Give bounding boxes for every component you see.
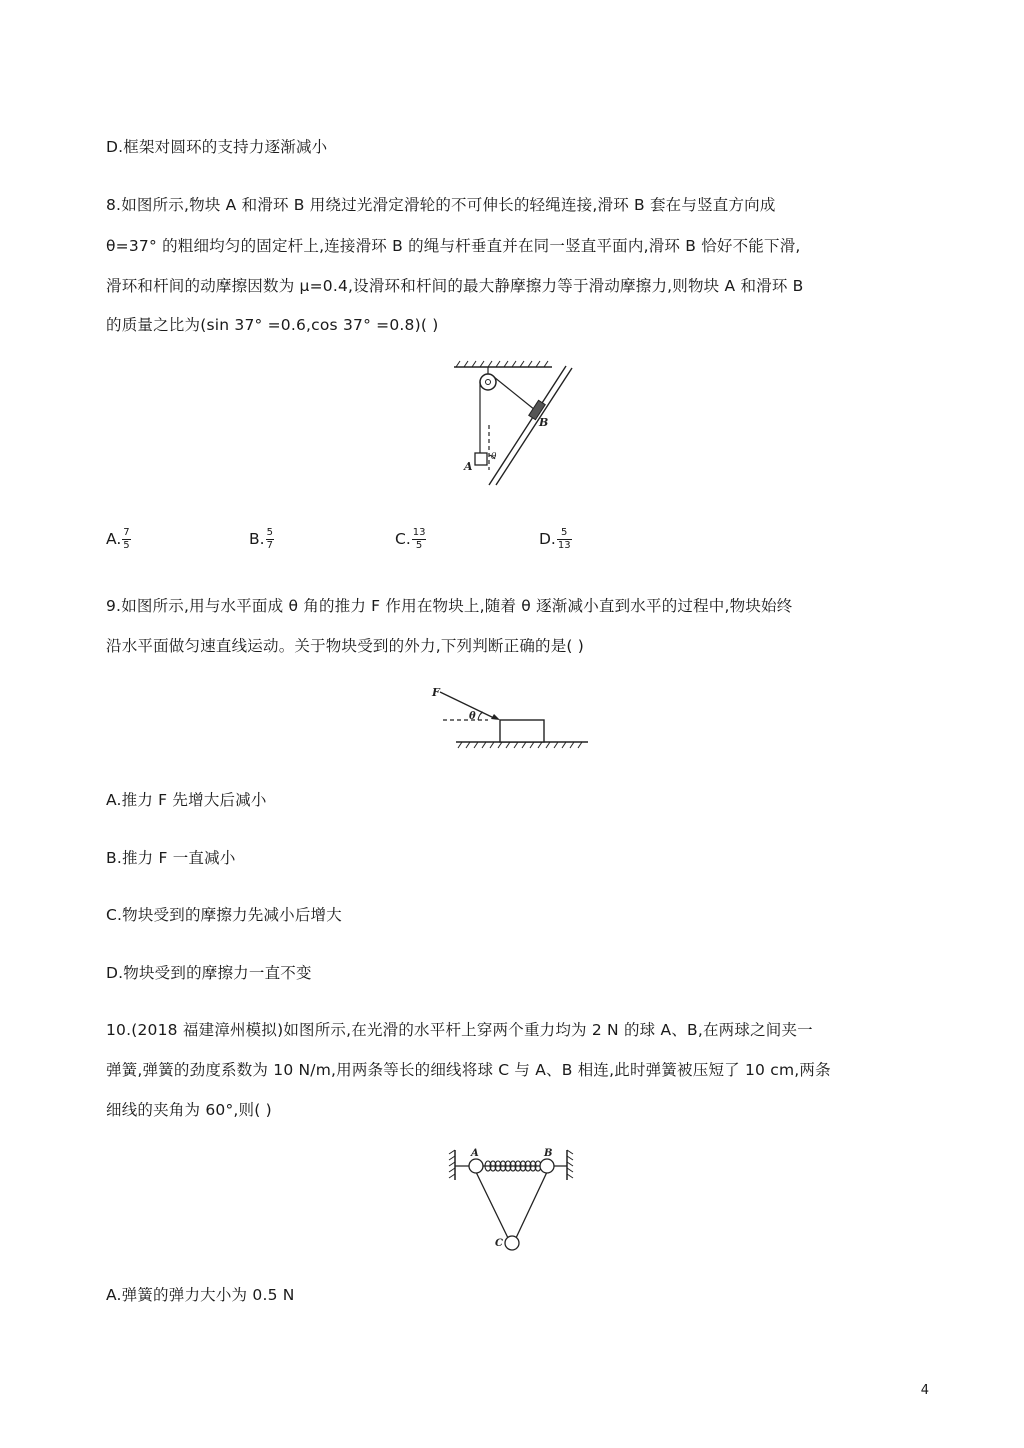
q8-text-line-4: 的质量之比为(sin 37° =0.6,cos 37° =0.8)( ) (106, 316, 439, 334)
q8-option-b-letter: B. (249, 530, 265, 548)
q8-label-b: B (539, 416, 549, 429)
q9-option-a: A.推力 F 先增大后减小 (106, 791, 267, 809)
q8-option-c-letter: C. (395, 530, 411, 548)
q9-label-theta: θ (469, 711, 476, 722)
q8-option-a-fraction: $\frac{7}{5}$ (123, 527, 130, 551)
q8-option-d (539, 527, 572, 552)
q10-text-line-2: 弹簧,弹簧的劲度系数为 10 N/m,用两条等长的细线将球 C 与 A、B 相连,此时弹簧被压短了 10 cm,两条 (106, 1061, 831, 1079)
q10-label-c: C (495, 1238, 503, 1249)
q8-option-b (249, 527, 274, 552)
q8-text-line-3: 滑环和杆间的动摩擦因数为 μ=0.4,设滑环和杆间的最大静摩擦力等于滑动摩擦力,则物块 A 和滑环 B (106, 277, 804, 295)
q8-option-d-fraction: $\frac{5}{13}$ (557, 527, 571, 551)
q9-option-c: C.物块受到的摩擦力先减小后增大 (106, 906, 342, 924)
q9-text-line-2: 沿水平面做匀速直线运动。关于物块受到的外力,下列判断正确的是( ) (106, 637, 585, 655)
q8-option-a-letter: A. (106, 530, 122, 548)
q8-text-line-1: 8.如图所示,物块 A 和滑环 B 用绕过光滑定滑轮的不可伸长的轻绳连接,滑环 B 套在与竖直方向成 (106, 196, 776, 214)
q9-figure-push-force (428, 682, 593, 752)
q8-text-line-2: θ=37° 的粗细均匀的固定杆上,连接滑环 B 的绳与杆垂直并在同一竖直平面内,滑环 B 恰好不能下滑, (106, 237, 801, 255)
q8-label-theta: θ (491, 452, 497, 462)
q8-label-a: A (464, 460, 473, 473)
q8-option-c (395, 527, 426, 552)
q9-option-d: D.物块受到的摩擦力一直不变 (106, 964, 312, 982)
page-number: 4 (920, 1383, 929, 1398)
q8-option-d-letter: D. (539, 530, 556, 548)
q9-label-f: F (432, 686, 440, 699)
q9-option-b: B.推力 F 一直减小 (106, 849, 236, 867)
q8-figure-pulley-incline (440, 360, 590, 495)
q10-figure-spring-balls (445, 1144, 580, 1254)
q8-option-a (106, 527, 131, 552)
q10-label-b: B (544, 1148, 553, 1159)
q10-option-a: A.弹簧的弹力大小为 0.5 N (106, 1286, 295, 1304)
q7-option-d: D.框架对圆环的支持力逐渐减小 (106, 138, 328, 156)
q8-option-c-fraction: $\frac{13}{5}$ (412, 527, 426, 551)
q10-label-a: A (471, 1148, 479, 1159)
q9-text-line-1: 9.如图所示,用与水平面成 θ 角的推力 F 作用在物块上,随着 θ 逐渐减小直到水平的过程中,物块始终 (106, 597, 793, 615)
q10-text-line-3: 细线的夹角为 60°,则( ) (106, 1101, 272, 1119)
q8-option-b-fraction: $\frac{5}{7}$ (266, 527, 273, 551)
q10-text-line-1: 10.(2018 福建漳州模拟)如图所示,在光滑的水平杆上穿两个重力均为 2 N 的球 A、B,在两球之间夹一 (106, 1021, 813, 1039)
